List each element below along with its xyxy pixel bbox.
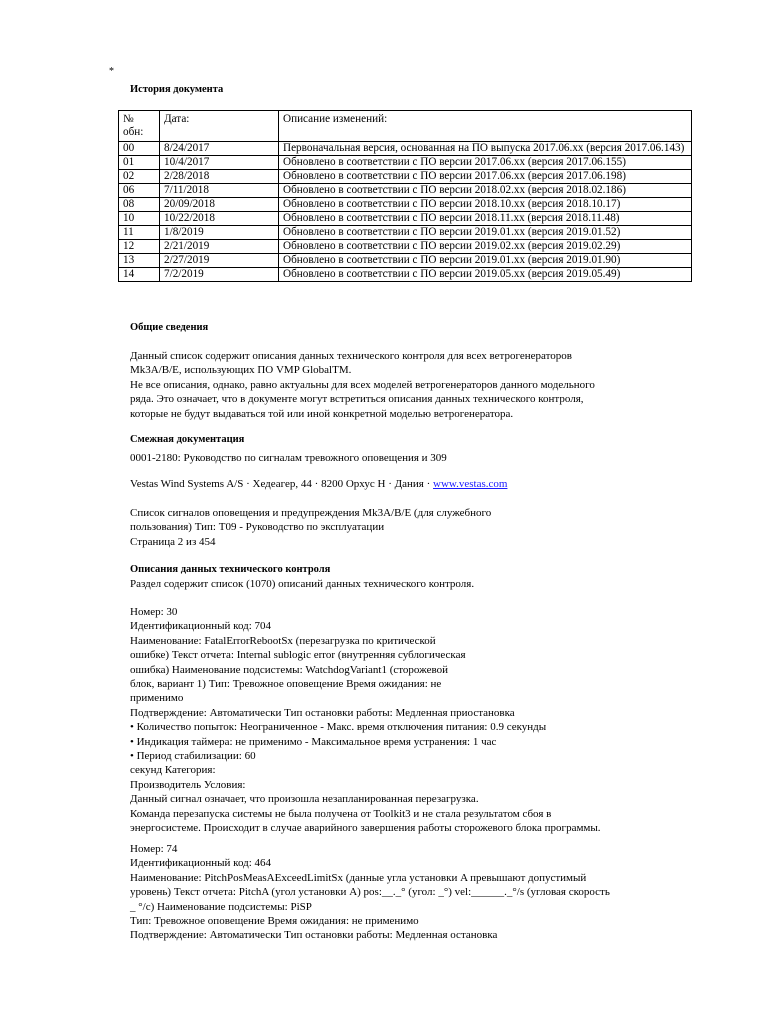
history-row-description: Обновлено в соответствии с ПО версии 2018.10.xx (версия 2018.10.17) bbox=[279, 198, 692, 212]
related-list-line: пользования) Тип: T09 - Руководство по эксплуатации bbox=[130, 521, 385, 534]
entry-line: Номер: 74 bbox=[130, 843, 178, 855]
entry-line: Тип: Тревожное оповещение Время ожидания: не применимо bbox=[130, 915, 419, 928]
entry-line: Подтверждение: Автоматически Тип остановки работы: Медленная приостановка bbox=[130, 706, 515, 719]
related-list bbox=[130, 506, 710, 549]
history-row-number: 08 bbox=[119, 198, 160, 212]
entry-line: Идентификационный код: 464 bbox=[130, 857, 272, 870]
general-heading: Общие сведения bbox=[130, 322, 209, 333]
history-row-description: Первоначальная версия, основанная на ПО выпуска 2017.06.xx (версия 2017.06.143) bbox=[279, 142, 692, 156]
related-heading: Смежная документация bbox=[130, 434, 245, 445]
history-row bbox=[119, 254, 692, 268]
descriptions-heading: Описания данных технического контроля bbox=[130, 564, 331, 575]
entry-line: ошибка) Наименование подсистемы: WatchdogVariant1 (сторожевой bbox=[130, 663, 448, 676]
history-row-description: Обновлено в соответствии с ПО версии 2017.06.xx (версия 2017.06.198) bbox=[279, 170, 692, 184]
history-row-date: 2/21/2019 bbox=[160, 240, 279, 254]
general-line: которые не будут выдаваться той или иной конкретной моделью ветрогенератора. bbox=[130, 407, 514, 420]
history-heading: История документа bbox=[130, 84, 224, 95]
history-row bbox=[119, 156, 692, 170]
vestas-link[interactable]: www.vestas.com bbox=[433, 478, 508, 490]
history-row-description: Обновлено в соответствии с ПО версии 2019.05.xx (версия 2019.05.49) bbox=[279, 268, 692, 282]
entry-line: • Индикация таймера: не применимо - Максимальное время устранения: 1 час bbox=[130, 735, 497, 748]
history-row bbox=[119, 198, 692, 212]
related-list-line: Список сигналов оповещения и предупреждения Mk3A/B/E (для служебного bbox=[130, 507, 492, 519]
page-mark: * bbox=[109, 66, 114, 77]
history-row-number: 06 bbox=[119, 184, 160, 198]
history-row-date: 10/4/2017 bbox=[160, 156, 279, 170]
history-row-date: 7/2/2019 bbox=[160, 268, 279, 282]
general-line: Не все описания, однако, равно актуальны для всех моделей ветрогенераторов данного модельного bbox=[130, 378, 595, 391]
history-row-date: 7/11/2018 bbox=[160, 184, 279, 198]
history-row-number: 10 bbox=[119, 212, 160, 226]
history-row-description: Обновлено в соответствии с ПО версии 2018.11.xx (версия 2018.11.48) bbox=[279, 212, 692, 226]
history-row-number: 13 bbox=[119, 254, 160, 268]
history-row-number: 11 bbox=[119, 226, 160, 240]
history-row-number: 01 bbox=[119, 156, 160, 170]
entry-line: • Период стабилизации: 60 bbox=[130, 750, 256, 763]
history-row bbox=[119, 170, 692, 184]
history-table-header bbox=[119, 111, 692, 142]
history-row-date: 1/8/2019 bbox=[160, 226, 279, 240]
history-row bbox=[119, 240, 692, 254]
history-row-date: 10/22/2018 bbox=[160, 212, 279, 226]
entry-line: уровень) Текст отчета: PitchA (угол установки A) pos:__._° (угол: _°) vel:______._°/s (угловая скорость bbox=[130, 886, 610, 899]
history-row-date: 2/27/2019 bbox=[160, 254, 279, 268]
history-row bbox=[119, 268, 692, 282]
entry-line: секунд Категория: bbox=[130, 764, 216, 777]
history-row bbox=[119, 184, 692, 198]
company-line bbox=[130, 477, 710, 491]
history-row-date: 8/24/2017 bbox=[160, 142, 279, 156]
entry-line: применимо bbox=[130, 692, 184, 705]
entry-line: • Количество попыток: Неограниченное - Макс. время отключения питания: 0.9 секунды bbox=[130, 721, 547, 734]
entry-line: Наименование: PitchPosMeasAExceedLimitSx (данные угла установки A превышают допустимый bbox=[130, 871, 587, 884]
history-row-number: 00 bbox=[119, 142, 160, 156]
descriptions-intro-text: Раздел содержит список (1070) описаний данных технического контроля. bbox=[130, 578, 475, 590]
col-header-number: № обн: bbox=[119, 111, 160, 142]
col-header-description: Описание изменений: bbox=[279, 111, 692, 142]
entry-30 bbox=[130, 605, 710, 836]
general-line: Mk3A/B/E, использующих ПО VMP GlobalTM. bbox=[130, 364, 352, 377]
entry-line: энергосистеме. Происходит в случае аварийного завершения работы сторожевого блока программы. bbox=[130, 822, 601, 835]
history-row-number: 02 bbox=[119, 170, 160, 184]
entry-line: Подтверждение: Автоматически Тип остановки работы: Медленная остановка bbox=[130, 929, 498, 942]
history-row-date: 20/09/2018 bbox=[160, 198, 279, 212]
company-line-text bbox=[130, 477, 710, 491]
history-row-number: 12 bbox=[119, 240, 160, 254]
entry-line: Идентификационный код: 704 bbox=[130, 620, 272, 633]
entry-line: блок, вариант 1) Тип: Тревожное оповещение Время ожидания: не bbox=[130, 678, 442, 691]
history-row-description: Обновлено в соответствии с ПО версии 2019.01.xx (версия 2019.01.52) bbox=[279, 226, 692, 240]
entry-74 bbox=[130, 842, 710, 943]
general-line: Данный список содержит описания данных технического контроля для всех ветрогенераторов bbox=[130, 350, 572, 362]
history-row-description: Обновлено в соответствии с ПО версии 2019.02.xx (версия 2019.02.29) bbox=[279, 240, 692, 254]
entry-line: Команда перезапуска системы не была получена от Toolkit3 и не стала результатом сбоя в bbox=[130, 807, 552, 820]
history-row-description: Обновлено в соответствии с ПО версии 2019.01.xx (версия 2019.01.90) bbox=[279, 254, 692, 268]
related-list-line: Страница 2 из 454 bbox=[130, 535, 216, 548]
entry-line: Данный сигнал означает, что произошла незапланированная перезагрузка. bbox=[130, 793, 479, 806]
history-row-number: 14 bbox=[119, 268, 160, 282]
general-line: ряда. Это означает, что в документе могут встретиться описания данных технического контроля, bbox=[130, 393, 584, 406]
history-row-description: Обновлено в соответствии с ПО версии 2017.06.xx (версия 2017.06.155) bbox=[279, 156, 692, 170]
entry-line: Наименование: FatalErrorRebootSx (перезагрузка по критической bbox=[130, 634, 436, 647]
company-address: Vestas Wind Systems A/S · Хедеагер, 44 · 8200 Орхус Н · Дания · bbox=[130, 478, 433, 490]
history-row-date: 2/28/2018 bbox=[160, 170, 279, 184]
entry-line: Производитель Условия: bbox=[130, 778, 246, 791]
entry-line: ошибке) Текст отчета: Internal sublogic error (внутренняя сублогическая bbox=[130, 649, 466, 662]
entry-line: _ °/с) Наименование подсистемы: PiSP bbox=[130, 900, 312, 913]
entry-line: Номер: 30 bbox=[130, 606, 178, 618]
history-table bbox=[118, 110, 692, 282]
related-doc-text: 0001-2180: Руководство по сигналам тревожного оповещения и 309 bbox=[130, 452, 447, 464]
related-doc-line bbox=[130, 451, 710, 465]
descriptions-intro bbox=[130, 577, 710, 591]
history-row bbox=[119, 212, 692, 226]
history-row bbox=[119, 226, 692, 240]
history-row-description: Обновлено в соответствии с ПО версии 2018.02.xx (версия 2018.02.186) bbox=[279, 184, 692, 198]
col-header-date: Дата: bbox=[160, 111, 279, 142]
history-row bbox=[119, 142, 692, 156]
general-text bbox=[130, 349, 710, 421]
